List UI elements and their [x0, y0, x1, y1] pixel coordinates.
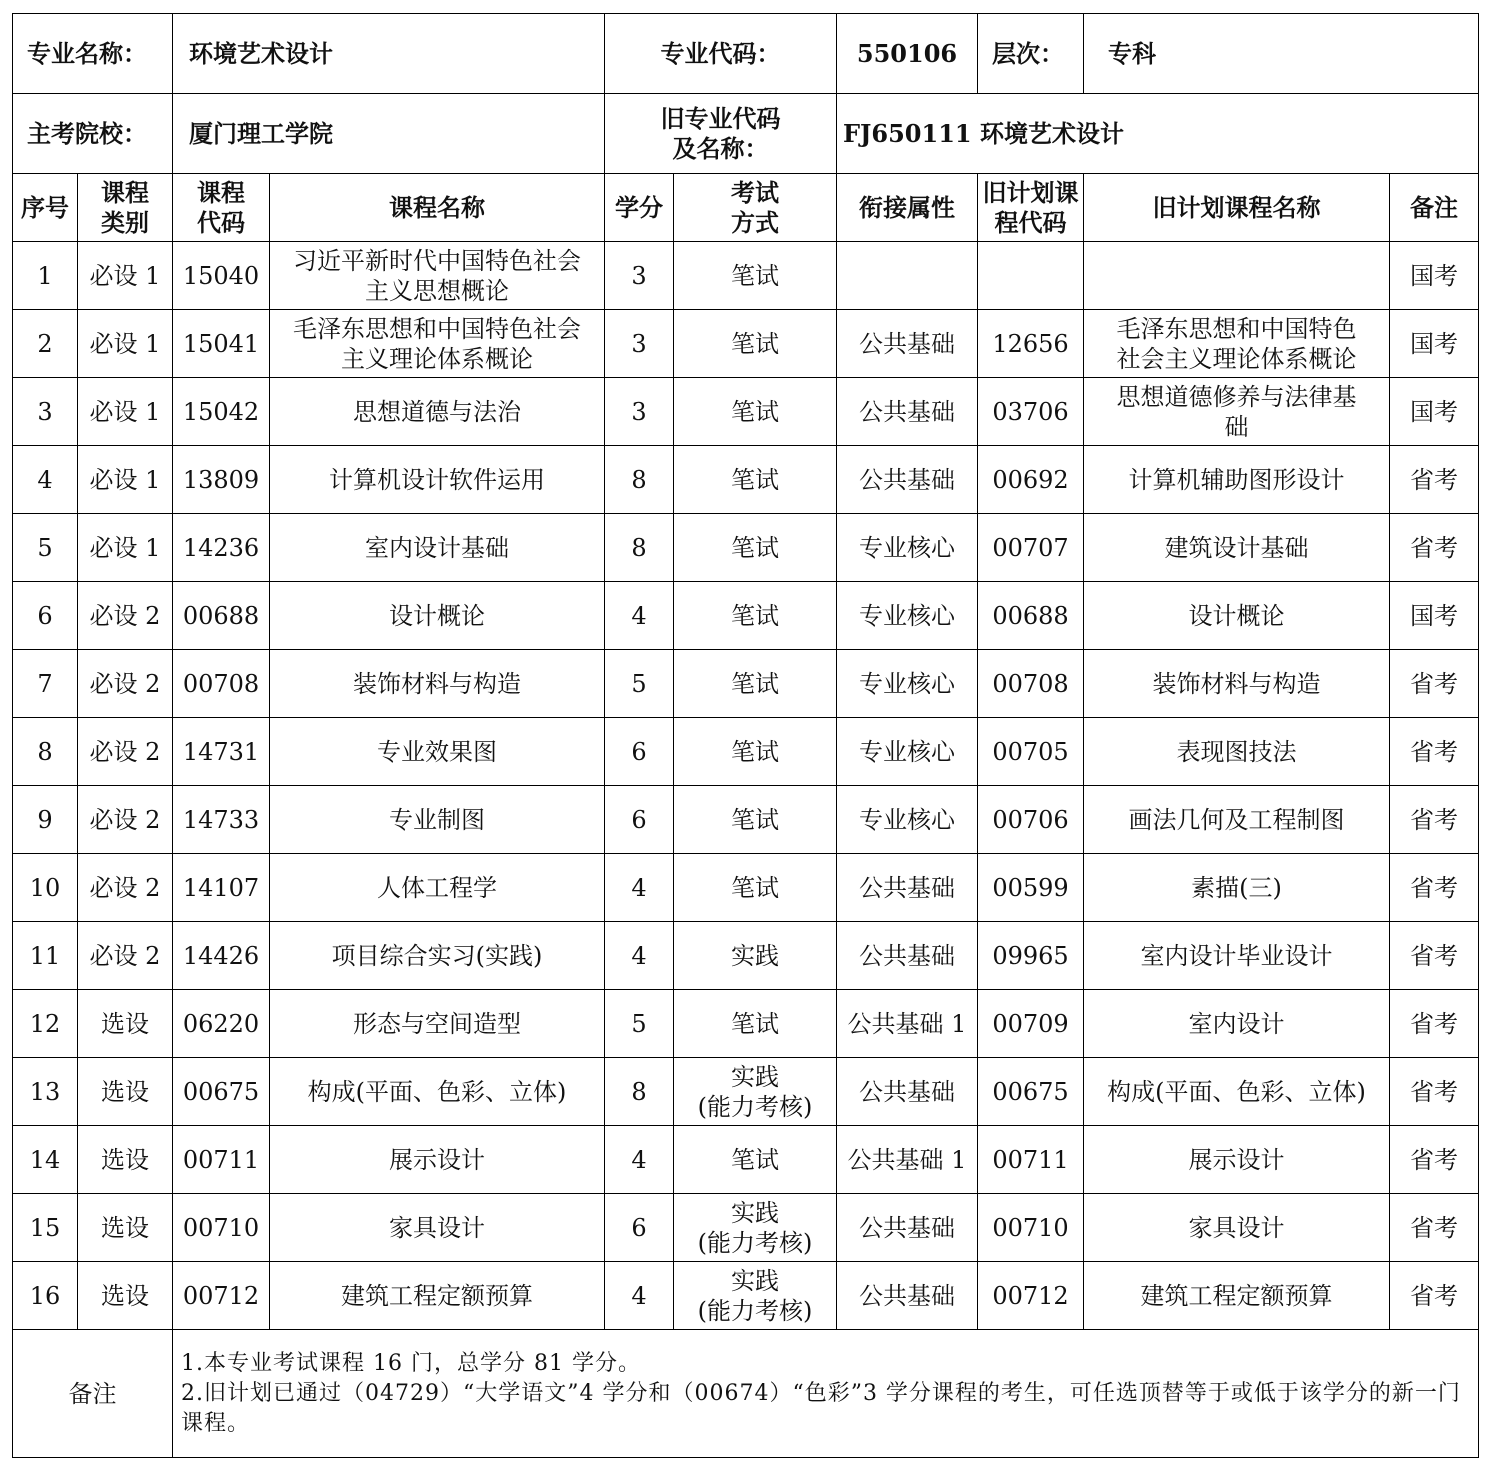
cell-old-name-line1: 设计概论 — [1188, 601, 1285, 630]
cell-no: 11 — [13, 922, 78, 990]
cell-course-name — [270, 1126, 605, 1194]
col-header-link: 衔接属性 — [837, 174, 978, 242]
cell-code: 14107 — [173, 854, 270, 922]
cell-exam-method-line1: 笔试 — [731, 601, 779, 630]
cell-old-name — [1084, 446, 1390, 514]
cell-link-attribute: 公共基础 1 — [837, 1126, 978, 1194]
cell-course-name-line1: 家具设计 — [389, 1213, 485, 1242]
major-name-value: 环境艺术设计 — [173, 14, 605, 94]
cell-remark: 省考 — [1390, 1058, 1479, 1126]
cell-exam-method — [674, 1058, 837, 1126]
cell-credits: 3 — [605, 378, 674, 446]
cell-remark: 省考 — [1390, 446, 1479, 514]
cell-old-name-line1: 画法几何及工程制图 — [1128, 805, 1345, 834]
cell-category: 必设 2 — [78, 718, 173, 786]
cell-credits: 4 — [605, 1126, 674, 1194]
cell-old-code: 00710 — [978, 1194, 1084, 1262]
cell-old-code: 03706 — [978, 378, 1084, 446]
cell-remark: 国考 — [1390, 378, 1479, 446]
cell-no: 3 — [13, 378, 78, 446]
cell-credits: 4 — [605, 922, 674, 990]
cell-no: 6 — [13, 582, 78, 650]
cell-exam-method — [674, 242, 837, 310]
cell-exam-method — [674, 1126, 837, 1194]
table-row — [13, 1262, 1479, 1330]
cell-old-name — [1084, 990, 1390, 1058]
cell-course-name-line1: 室内设计基础 — [365, 533, 509, 562]
col-header-old-code-line2: 程代码 — [994, 207, 1067, 237]
cell-course-name — [270, 1262, 605, 1330]
cell-old-name-line1: 素描(三) — [1191, 873, 1282, 902]
table-row — [13, 378, 1479, 446]
cell-course-name-line1: 习近平新时代中国特色社会 — [293, 246, 581, 275]
cell-course-name-line1: 专业制图 — [389, 805, 485, 834]
cell-exam-method — [674, 378, 837, 446]
cell-remark: 省考 — [1390, 650, 1479, 718]
cell-credits: 4 — [605, 582, 674, 650]
notes-line-2: 2.旧计划已通过（04729）“大学语文”4 学分和（00674）“色彩”3 学分课程的考生，可任选顶替等于或低于该学分的新一门课程。 — [181, 1380, 1461, 1436]
col-header-code — [173, 174, 270, 242]
table-row — [13, 650, 1479, 718]
cell-code: 00710 — [173, 1194, 270, 1262]
cell-course-name-line1: 项目综合实习(实践) — [331, 941, 543, 970]
col-header-category — [78, 174, 173, 242]
cell-category: 必设 2 — [78, 922, 173, 990]
cell-exam-method-line1: 实践 — [731, 1266, 779, 1295]
cell-credits: 8 — [605, 514, 674, 582]
col-header-category-line1: 课程 — [101, 177, 149, 207]
cell-course-name — [270, 446, 605, 514]
cell-old-name — [1084, 650, 1390, 718]
cell-category: 必设 2 — [78, 854, 173, 922]
cell-course-name — [270, 990, 605, 1058]
table-row — [13, 582, 1479, 650]
cell-old-name — [1084, 582, 1390, 650]
table-row — [13, 242, 1479, 310]
cell-exam-method — [674, 650, 837, 718]
cell-course-name — [270, 922, 605, 990]
cell-code: 15041 — [173, 310, 270, 378]
major-name-label: 专业名称： — [13, 14, 173, 94]
cell-course-name-line1: 形态与空间造型 — [353, 1009, 521, 1038]
cell-old-name-line1: 表现图技法 — [1176, 737, 1297, 766]
cell-no: 8 — [13, 718, 78, 786]
cell-course-name — [270, 310, 605, 378]
cell-credits: 6 — [605, 718, 674, 786]
cell-link-attribute: 专业核心 — [837, 650, 978, 718]
cell-old-name — [1084, 514, 1390, 582]
cell-old-name — [1084, 378, 1390, 446]
notes-label: 备注 — [13, 1330, 173, 1458]
cell-exam-method — [674, 990, 837, 1058]
col-header-exam-line2: 方式 — [731, 207, 779, 237]
cell-old-code: 12656 — [978, 310, 1084, 378]
col-header-credits: 学分 — [605, 174, 674, 242]
cell-course-name — [270, 514, 605, 582]
cell-exam-method — [674, 786, 837, 854]
cell-category: 必设 1 — [78, 514, 173, 582]
cell-course-name-line1: 装饰材料与构造 — [353, 669, 521, 698]
cell-exam-method — [674, 922, 837, 990]
table-row — [13, 1126, 1479, 1194]
cell-category: 必设 2 — [78, 582, 173, 650]
cell-no: 4 — [13, 446, 78, 514]
cell-course-name — [270, 378, 605, 446]
cell-code: 06220 — [173, 990, 270, 1058]
major-code-label: 专业代码： — [605, 14, 837, 94]
cell-category: 必设 2 — [78, 786, 173, 854]
cell-remark: 国考 — [1390, 582, 1479, 650]
cell-old-name — [1084, 1262, 1390, 1330]
curriculum-table — [12, 13, 1479, 1458]
table-row — [13, 514, 1479, 582]
cell-code: 00688 — [173, 582, 270, 650]
cell-course-name — [270, 718, 605, 786]
cell-link-attribute: 公共基础 — [837, 922, 978, 990]
col-header-exam-line1: 考试 — [731, 177, 779, 207]
cell-old-code: 00675 — [978, 1058, 1084, 1126]
cell-exam-method-line2: (能力考核) — [697, 1092, 813, 1121]
cell-link-attribute: 公共基础 1 — [837, 990, 978, 1058]
cell-old-name-line1: 展示设计 — [1188, 1145, 1285, 1174]
cell-course-name-line1: 计算机设计软件运用 — [329, 465, 545, 494]
school-value: 厦门理工学院 — [173, 94, 605, 174]
cell-code: 13809 — [173, 446, 270, 514]
table-row — [13, 446, 1479, 514]
cell-old-name — [1084, 786, 1390, 854]
cell-old-code: 00706 — [978, 786, 1084, 854]
col-header-old-code-line1: 旧计划课 — [982, 177, 1079, 207]
school-label: 主考院校： — [13, 94, 173, 174]
cell-category: 选设 — [78, 990, 173, 1058]
cell-remark: 省考 — [1390, 854, 1479, 922]
cell-old-name-line1: 毛泽东思想和中国特色 — [1116, 314, 1357, 343]
cell-remark: 省考 — [1390, 1194, 1479, 1262]
cell-course-name-line1: 毛泽东思想和中国特色社会 — [293, 314, 581, 343]
cell-old-code: 09965 — [978, 922, 1084, 990]
cell-exam-method-line1: 实践 — [731, 1198, 779, 1227]
col-header-no: 序号 — [13, 174, 78, 242]
cell-exam-method-line1: 笔试 — [731, 329, 779, 358]
cell-course-name — [270, 786, 605, 854]
cell-credits: 6 — [605, 1194, 674, 1262]
cell-exam-method — [674, 854, 837, 922]
cell-old-name — [1084, 1058, 1390, 1126]
cell-link-attribute: 专业核心 — [837, 718, 978, 786]
cell-old-name — [1084, 922, 1390, 990]
cell-exam-method — [674, 446, 837, 514]
cell-old-code: 00692 — [978, 446, 1084, 514]
cell-old-code: 00711 — [978, 1126, 1084, 1194]
cell-course-name — [270, 1058, 605, 1126]
cell-old-name-line1: 家具设计 — [1188, 1213, 1285, 1242]
cell-old-code: 00688 — [978, 582, 1084, 650]
cell-course-name — [270, 242, 605, 310]
cell-remark: 国考 — [1390, 310, 1479, 378]
cell-exam-method-line2: (能力考核) — [697, 1228, 813, 1257]
cell-old-code: 00707 — [978, 514, 1084, 582]
cell-category: 选设 — [78, 1058, 173, 1126]
table-row — [13, 310, 1479, 378]
cell-credits: 5 — [605, 650, 674, 718]
cell-remark: 省考 — [1390, 990, 1479, 1058]
cell-old-name — [1084, 310, 1390, 378]
table-row — [13, 922, 1479, 990]
cell-no: 14 — [13, 1126, 78, 1194]
cell-code: 00711 — [173, 1126, 270, 1194]
level-label: 层次： — [978, 14, 1084, 94]
cell-exam-method — [674, 1194, 837, 1262]
cell-old-name-line1: 建筑设计基础 — [1164, 533, 1309, 562]
cell-no: 9 — [13, 786, 78, 854]
cell-old-code — [978, 242, 1084, 310]
cell-no: 7 — [13, 650, 78, 718]
cell-exam-method — [674, 310, 837, 378]
cell-course-name-line1: 专业效果图 — [377, 737, 497, 766]
table-row — [13, 990, 1479, 1058]
cell-code: 00708 — [173, 650, 270, 718]
cell-link-attribute — [837, 242, 978, 310]
cell-link-attribute: 公共基础 — [837, 1262, 978, 1330]
cell-code: 15040 — [173, 242, 270, 310]
column-header-row — [13, 174, 1479, 242]
cell-remark: 省考 — [1390, 1126, 1479, 1194]
cell-category: 必设 1 — [78, 378, 173, 446]
cell-course-name-line1: 展示设计 — [389, 1145, 485, 1174]
cell-link-attribute: 专业核心 — [837, 786, 978, 854]
cell-old-name-line1: 建筑工程定额预算 — [1140, 1281, 1333, 1310]
cell-credits: 8 — [605, 446, 674, 514]
notes-row — [13, 1330, 1479, 1458]
cell-course-name — [270, 650, 605, 718]
cell-remark: 省考 — [1390, 718, 1479, 786]
cell-old-name — [1084, 854, 1390, 922]
cell-code: 14426 — [173, 922, 270, 990]
cell-category: 选设 — [78, 1126, 173, 1194]
cell-old-name-line1: 室内设计毕业设计 — [1140, 941, 1333, 970]
cell-old-name — [1084, 242, 1390, 310]
cell-course-name-line2: 主义理论体系概论 — [341, 344, 533, 373]
table-row — [13, 854, 1479, 922]
cell-category: 选设 — [78, 1194, 173, 1262]
cell-link-attribute: 公共基础 — [837, 378, 978, 446]
notes-line-1: 1.本专业考试课程 16 门，总学分 81 学分。 — [181, 1350, 641, 1376]
cell-category: 必设 1 — [78, 242, 173, 310]
cell-credits: 8 — [605, 1058, 674, 1126]
cell-credits: 3 — [605, 242, 674, 310]
notes-content — [173, 1330, 1479, 1458]
cell-course-name — [270, 854, 605, 922]
cell-old-code: 00712 — [978, 1262, 1084, 1330]
cell-category: 必设 1 — [78, 310, 173, 378]
cell-no: 5 — [13, 514, 78, 582]
old-major-code-label — [605, 94, 837, 174]
cell-course-name-line2: 主义思想概论 — [365, 276, 509, 305]
col-header-code-line1: 课程 — [197, 177, 245, 207]
cell-exam-method-line1: 笔试 — [731, 737, 779, 766]
cell-course-name-line1: 人体工程学 — [377, 873, 497, 902]
cell-credits: 4 — [605, 854, 674, 922]
col-header-code-line2: 代码 — [197, 207, 245, 237]
old-major-code-label-line2: 及名称： — [672, 133, 769, 163]
cell-exam-method-line1: 笔试 — [731, 261, 779, 290]
cell-no: 13 — [13, 1058, 78, 1126]
cell-remark: 省考 — [1390, 1262, 1479, 1330]
table-row — [13, 786, 1479, 854]
cell-code: 14236 — [173, 514, 270, 582]
cell-link-attribute: 专业核心 — [837, 514, 978, 582]
cell-course-name-line1: 建筑工程定额预算 — [341, 1281, 533, 1310]
cell-code: 15042 — [173, 378, 270, 446]
cell-no: 2 — [13, 310, 78, 378]
cell-remark: 省考 — [1390, 922, 1479, 990]
cell-exam-method — [674, 514, 837, 582]
level-value: 专科 — [1084, 14, 1479, 94]
cell-course-name — [270, 1194, 605, 1262]
cell-exam-method — [674, 718, 837, 786]
table-row — [13, 1194, 1479, 1262]
cell-exam-method-line2: (能力考核) — [697, 1296, 813, 1325]
major-info-row — [13, 14, 1479, 94]
cell-exam-method-line1: 实践 — [731, 1062, 779, 1091]
cell-exam-method — [674, 1262, 837, 1330]
cell-old-name-line2: 础 — [1224, 412, 1249, 441]
cell-old-code: 00599 — [978, 854, 1084, 922]
cell-exam-method-line1: 笔试 — [731, 1145, 779, 1174]
course-rows — [13, 242, 1479, 1330]
cell-old-code: 00705 — [978, 718, 1084, 786]
cell-code: 00712 — [173, 1262, 270, 1330]
cell-old-name-line1: 思想道德修养与法律基 — [1116, 382, 1357, 411]
cell-old-name-line1: 构成(平面、色彩、立体) — [1107, 1077, 1366, 1106]
cell-course-name-line1: 思想道德与法治 — [353, 397, 521, 426]
cell-old-name — [1084, 718, 1390, 786]
cell-no: 16 — [13, 1262, 78, 1330]
cell-old-code: 00708 — [978, 650, 1084, 718]
cell-exam-method-line1: 笔试 — [731, 397, 779, 426]
cell-old-name-line2: 社会主义理论体系概论 — [1116, 344, 1357, 373]
old-major-code-value: FJ650111 环境艺术设计 — [837, 94, 1479, 174]
table-row — [13, 1058, 1479, 1126]
cell-old-name — [1084, 1126, 1390, 1194]
col-header-category-line2: 类别 — [101, 207, 149, 237]
cell-code: 14731 — [173, 718, 270, 786]
cell-exam-method-line1: 笔试 — [731, 805, 779, 834]
cell-remark: 国考 — [1390, 242, 1479, 310]
cell-link-attribute: 公共基础 — [837, 854, 978, 922]
col-header-old-code — [978, 174, 1084, 242]
cell-course-name — [270, 582, 605, 650]
cell-code: 14733 — [173, 786, 270, 854]
cell-category: 必设 1 — [78, 446, 173, 514]
cell-exam-method-line1: 笔试 — [731, 533, 779, 562]
cell-link-attribute: 公共基础 — [837, 1058, 978, 1126]
cell-no: 1 — [13, 242, 78, 310]
cell-exam-method-line1: 笔试 — [731, 465, 779, 494]
cell-link-attribute: 公共基础 — [837, 446, 978, 514]
cell-credits: 4 — [605, 1262, 674, 1330]
cell-category: 必设 2 — [78, 650, 173, 718]
cell-no: 15 — [13, 1194, 78, 1262]
school-info-row — [13, 94, 1479, 174]
cell-link-attribute: 专业核心 — [837, 582, 978, 650]
col-header-name: 课程名称 — [270, 174, 605, 242]
cell-exam-method — [674, 582, 837, 650]
cell-old-name — [1084, 1194, 1390, 1262]
table-row — [13, 718, 1479, 786]
cell-credits: 6 — [605, 786, 674, 854]
cell-old-name-line1: 装饰材料与构造 — [1152, 669, 1321, 698]
cell-remark: 省考 — [1390, 786, 1479, 854]
col-header-remark: 备注 — [1390, 174, 1479, 242]
cell-code: 00675 — [173, 1058, 270, 1126]
cell-credits: 3 — [605, 310, 674, 378]
cell-old-name-line1: 计算机辅助图形设计 — [1128, 465, 1345, 494]
cell-exam-method-line1: 实践 — [731, 941, 779, 970]
cell-exam-method-line1: 笔试 — [731, 873, 779, 902]
cell-old-name-line1: 室内设计 — [1188, 1009, 1285, 1038]
old-major-code-label-line1: 旧专业代码 — [660, 103, 781, 133]
cell-exam-method-line1: 笔试 — [731, 669, 779, 698]
cell-no: 10 — [13, 854, 78, 922]
cell-course-name-line1: 构成(平面、色彩、立体) — [307, 1077, 567, 1106]
cell-link-attribute: 公共基础 — [837, 1194, 978, 1262]
cell-remark: 省考 — [1390, 514, 1479, 582]
cell-link-attribute: 公共基础 — [837, 310, 978, 378]
col-header-exam — [674, 174, 837, 242]
cell-category: 选设 — [78, 1262, 173, 1330]
cell-old-code: 00709 — [978, 990, 1084, 1058]
cell-no: 12 — [13, 990, 78, 1058]
cell-course-name-line1: 设计概论 — [389, 601, 485, 630]
cell-exam-method-line1: 笔试 — [731, 1009, 779, 1038]
cell-credits: 5 — [605, 990, 674, 1058]
major-code-value: 550106 — [837, 14, 978, 94]
col-header-old-name: 旧计划课程名称 — [1084, 174, 1390, 242]
